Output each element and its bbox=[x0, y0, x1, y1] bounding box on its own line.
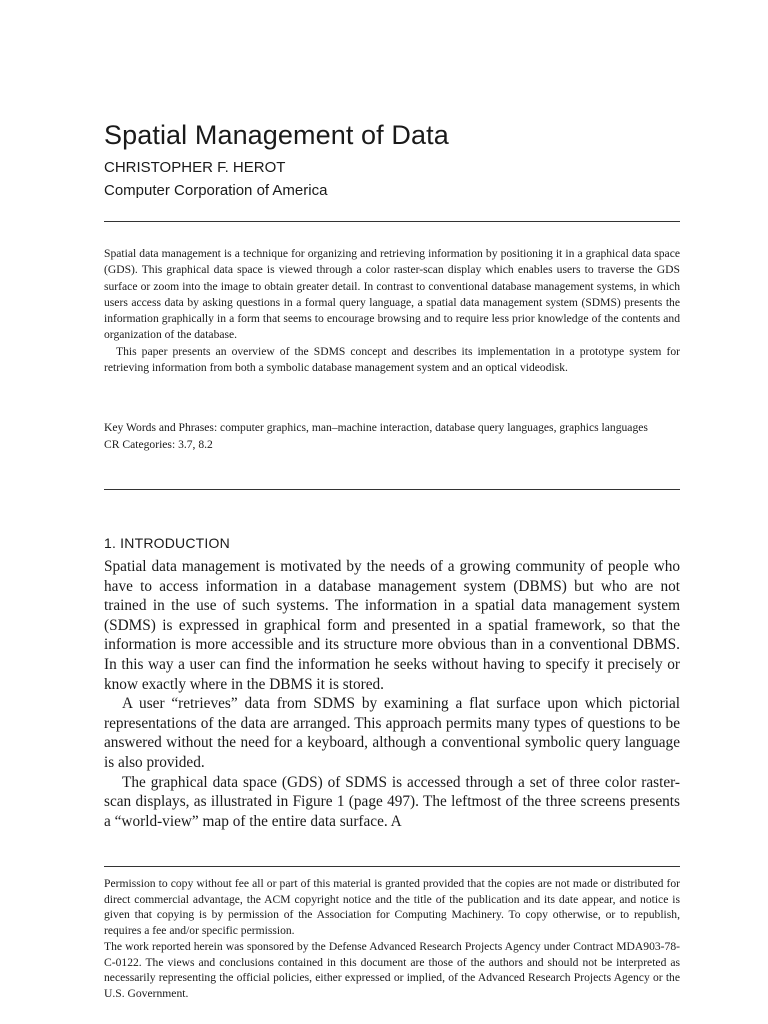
keywords-block bbox=[104, 419, 680, 453]
section-body bbox=[104, 557, 680, 831]
body-paragraph: The graphical data space (GDS) of SDMS is accessed through a set of three color raster-scan displays, as illustrated in Figure 1 (page 497). The leftmost of the three screens presents a “world-view” map of the entire data surface. A bbox=[104, 773, 680, 830]
paper-title: Spatial Management of Data bbox=[104, 120, 449, 151]
footnote-rule bbox=[104, 866, 680, 867]
paper-page bbox=[104, 0, 680, 1024]
body-paragraph: Spatial data management is motivated by the needs of a growing community of people who have to access information in a database management system (DBMS) but who are not trained in the use of such systems. The information in a spatial data management system (SDMS) is expressed in graphical form and presented in a spatial framework, so that the information is more accessible and its structure more obvious than in a conventional DBMS. In this way a user can find the information he seeks without having to specify it precisely or know exactly where in the DBMS it is stored. bbox=[104, 558, 680, 693]
abstract-paragraph: This paper presents an overview of the SDMS concept and describes its implementation in a prototype system for retrieving information from both a symbolic database management system and an optical videodisk. bbox=[104, 344, 680, 375]
section-heading: 1. INTRODUCTION bbox=[104, 535, 230, 551]
footnotes bbox=[104, 876, 680, 1002]
author-name: CHRISTOPHER F. HEROT bbox=[104, 159, 286, 176]
abstract-bottom-rule bbox=[104, 489, 680, 490]
body-paragraph: A user “retrieves” data from SDMS by examining a flat surface upon which pictorial representations of the data are arranged. This approach permits many types of questions to be answered without the need for a keyboard, although a conventional symbolic query language is also provided. bbox=[104, 695, 680, 771]
cr-categories: CR Categories: 3.7, 8.2 bbox=[104, 438, 213, 451]
abstract-paragraph: Spatial data management is a technique for organizing and retrieving information by positioning it in a graphical data space (GDS). This graphical data space is viewed through a color raster-scan display which enables users to traverse the GDS surface or zoom into the image to obtain greater detail. In contrast to conventional database management systems, in which users access data by asking questions in a formal query language, a spatial data management system (SDMS) presents the information graphically in a form that seems to encourage browsing and to require less prior knowledge of the contents and organization of the database. bbox=[104, 247, 680, 342]
key-words: Key Words and Phrases: computer graphics, man–machine interaction, database query languages, graphics languages bbox=[104, 421, 648, 434]
abstract-top-rule bbox=[104, 221, 680, 222]
footnote-sponsorship: The work reported herein was sponsored by the Defense Advanced Research Projects Agency under Contract MDA903-78-C-0122. The views and conclusions contained in this document are those of the authors and should not be interpreted as necessarily representing the official policies, either expressed or implied, of the Advanced Research Projects Agency or the U.S. Government. bbox=[104, 939, 680, 1000]
author-affiliation: Computer Corporation of America bbox=[104, 182, 328, 199]
footnote-permission: Permission to copy without fee all or part of this material is granted provided that the copies are not made or distributed for direct commercial advantage, the ACM copyright notice and the title of the publication and its date appear, and notice is given that copying is by permission of the Association for Computing Machinery. To copy otherwise, or to republish, requires a fee and/or specific permission. bbox=[104, 877, 680, 938]
abstract bbox=[104, 246, 680, 376]
